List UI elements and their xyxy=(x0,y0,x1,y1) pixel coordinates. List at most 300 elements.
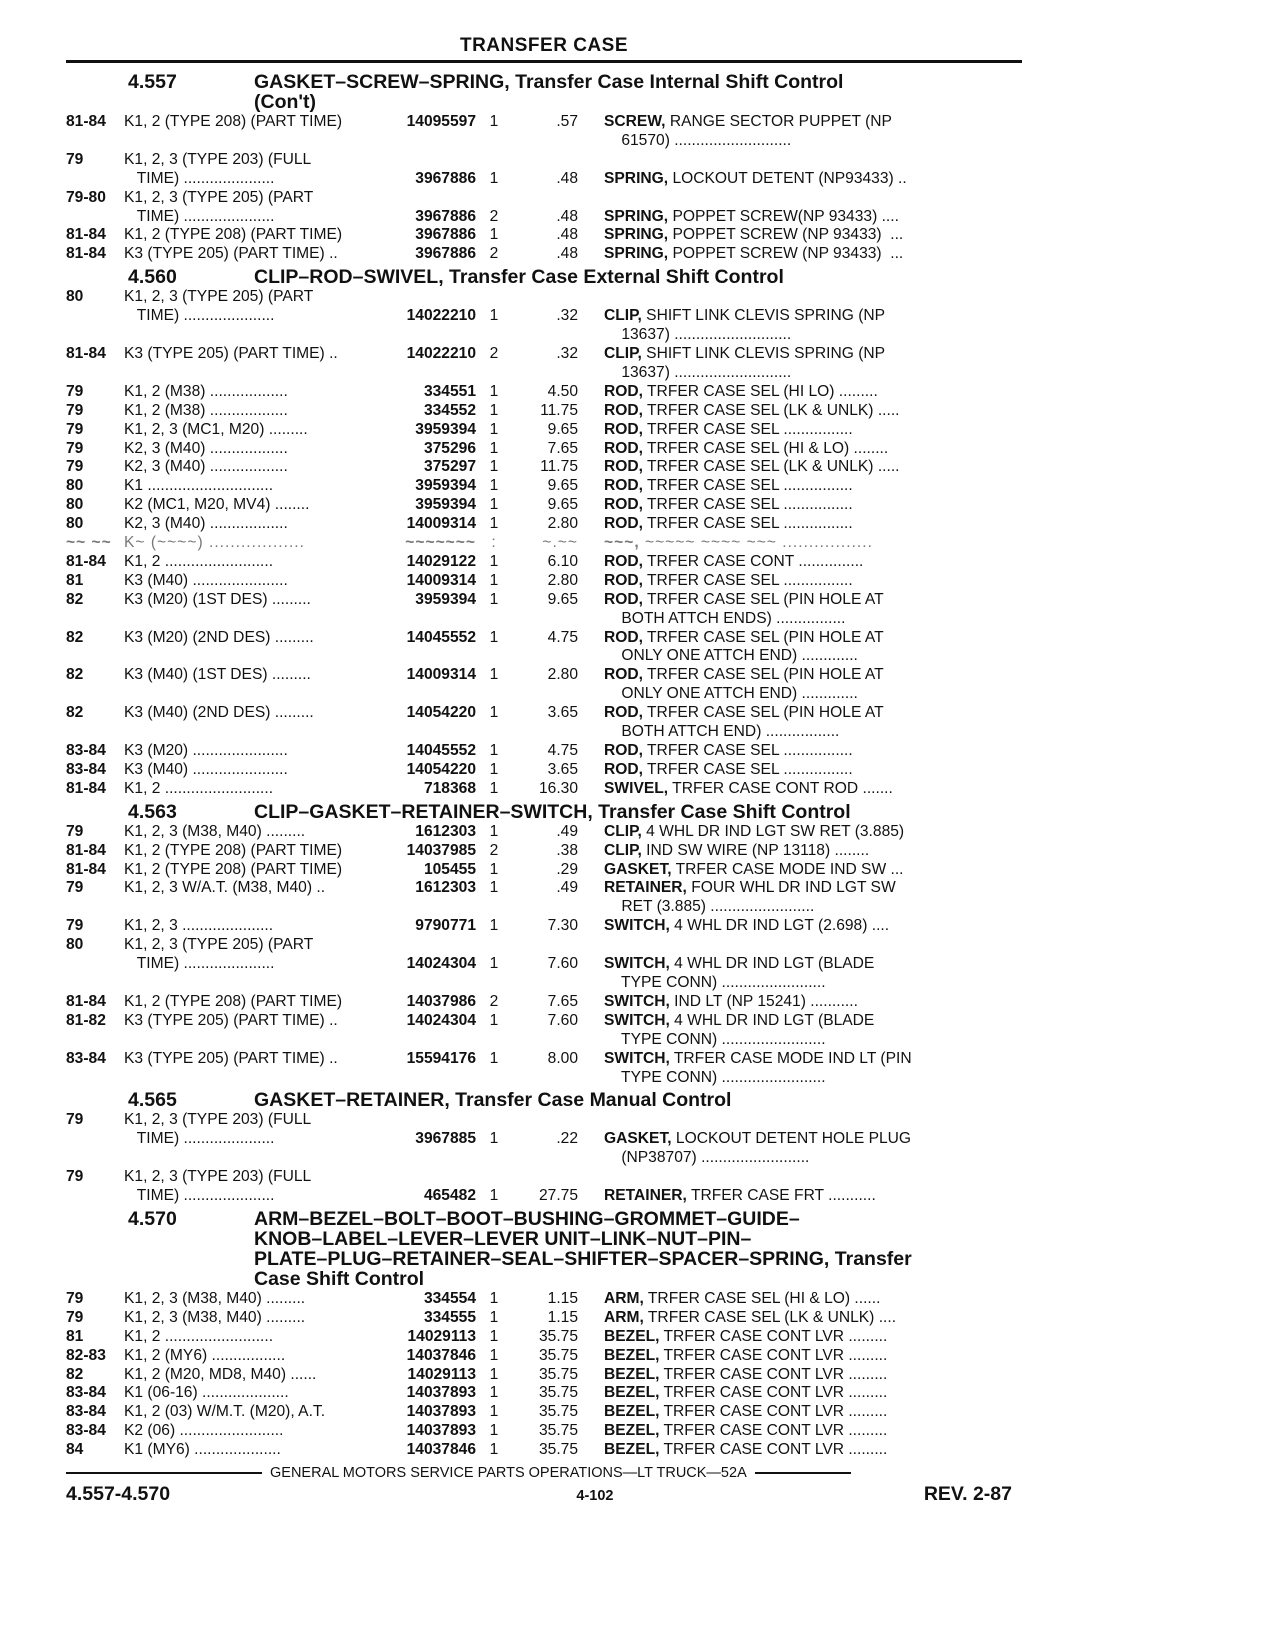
part-number: 375297 xyxy=(423,458,476,476)
part-description xyxy=(582,780,1022,799)
model-year: 80 xyxy=(66,288,84,306)
price: 35.75 xyxy=(538,1327,578,1345)
vehicle-model: K1, 2, 3 ..................... xyxy=(124,917,274,935)
vehicle-model: K2, 3 (M40) .................. xyxy=(124,439,288,457)
part-name: ROD, xyxy=(604,571,643,589)
vehicle-model: K1, 2, 3 (TYPE 205) (PART TIME) ..................... xyxy=(124,936,314,973)
part-detail: TRFER CASE SEL ................ xyxy=(642,571,853,589)
part-number: 14037846 xyxy=(406,1346,476,1364)
part-description xyxy=(582,440,1022,459)
quantity: 1 xyxy=(489,1327,499,1345)
parts-row xyxy=(66,534,1022,553)
parts-row xyxy=(66,704,1022,742)
parts-row xyxy=(66,245,1022,264)
part-description xyxy=(582,742,1022,761)
parts-row xyxy=(66,345,1022,383)
parts-row xyxy=(66,879,1022,917)
part-name: ~~~, xyxy=(604,534,640,552)
part-detail: IND LT (NP 15241) ........... xyxy=(669,992,858,1010)
part-detail: TRFER CASE SEL ................ xyxy=(642,760,853,778)
part-name: SWITCH, xyxy=(604,1049,670,1067)
part-detail: SHIFT LINK CLEVIS SPRING (NP 13637) ........................... xyxy=(621,307,886,344)
part-number: 3967886 xyxy=(415,245,476,263)
part-name: CLIP, xyxy=(604,344,642,362)
part-name: SWITCH, xyxy=(604,917,670,935)
part-name: BEZEL, xyxy=(604,1441,660,1459)
part-name: SWITCH, xyxy=(604,992,670,1010)
parts-row xyxy=(66,917,1022,936)
vehicle-model: K1, 2, 3 (M38, M40) ......... xyxy=(124,1308,306,1326)
vehicle-model: K1 ............................. xyxy=(124,477,274,495)
vehicle-model: K1, 2, 3 W/A.T. (M38, M40) .. xyxy=(124,879,326,897)
parts-row xyxy=(66,936,1022,993)
price: 35.75 xyxy=(538,1441,578,1459)
model-year: 83-84 xyxy=(66,1403,106,1421)
vehicle-model: K3 (M20) (1ST DES) ......... xyxy=(124,590,311,608)
model-year: 79 xyxy=(66,439,84,457)
part-description xyxy=(582,993,1022,1012)
model-year: 83-84 xyxy=(66,1384,106,1402)
quantity: 1 xyxy=(489,860,499,878)
quantity: 1 xyxy=(489,458,499,476)
model-year: 79 xyxy=(66,1168,84,1186)
part-name: ROD, xyxy=(604,401,643,419)
quantity: 1 xyxy=(489,226,499,244)
part-detail: TRFER CASE CONT LVR ......... xyxy=(659,1327,888,1345)
part-number: 14022210 xyxy=(406,344,476,362)
model-year: 81-84 xyxy=(66,779,106,797)
part-description xyxy=(582,704,1022,742)
part-detail: TRFER CASE SEL (PIN HOLE AT BOTH ATTCH ENDS) ................ xyxy=(621,590,884,627)
part-description xyxy=(582,1441,1022,1460)
quantity: 1 xyxy=(489,515,499,533)
part-description xyxy=(582,553,1022,572)
price: .29 xyxy=(556,860,578,878)
part-detail: 4 WHL DR IND LGT (BLADE TYPE CONN) ........................ xyxy=(621,1011,875,1048)
vehicle-model: K1, 2 (TYPE 208) (PART TIME) xyxy=(124,992,343,1010)
part-detail: 4 WHL DR IND LGT (2.698) .... xyxy=(669,917,890,935)
part-detail: TRFER CASE CONT LVR ......... xyxy=(659,1346,888,1364)
price: 2.80 xyxy=(547,515,578,533)
parts-row xyxy=(66,226,1022,245)
part-number: 14009314 xyxy=(406,515,476,533)
parts-row xyxy=(66,1328,1022,1347)
part-number: 1612303 xyxy=(415,822,476,840)
model-year: 83-84 xyxy=(66,1422,106,1440)
part-detail: TRFER CASE SEL ................ xyxy=(642,420,853,438)
part-description xyxy=(582,591,1022,629)
parts-row xyxy=(66,1168,1022,1206)
part-number: 718368 xyxy=(423,779,476,797)
part-description xyxy=(582,936,1022,993)
price: .48 xyxy=(556,226,578,244)
part-detail: 4 WHL DR IND LGT SW RET (3.885) xyxy=(641,822,905,840)
part-name: SPRING, xyxy=(604,245,669,263)
price: 16.30 xyxy=(538,779,578,797)
part-name: ROD, xyxy=(604,496,643,514)
part-description xyxy=(582,1111,1022,1168)
part-number: 14054220 xyxy=(406,704,476,722)
part-description xyxy=(582,245,1022,264)
part-description xyxy=(582,477,1022,496)
parts-row xyxy=(66,477,1022,496)
price: 7.60 xyxy=(547,1011,578,1029)
quantity: 1 xyxy=(489,666,499,684)
quantity: 1 xyxy=(489,822,499,840)
vehicle-model: K1, 2 (M20, MD8, M40) ...... xyxy=(124,1365,317,1383)
model-year: 82 xyxy=(66,666,84,684)
part-name: SPRING, xyxy=(604,169,669,187)
quantity: 1 xyxy=(489,552,499,570)
part-number: 14024304 xyxy=(406,955,476,973)
parts-row xyxy=(66,1290,1022,1309)
part-description xyxy=(582,1403,1022,1422)
vehicle-model: K1, 2 ......................... xyxy=(124,1327,274,1345)
part-name: CLIP, xyxy=(604,841,642,859)
part-name: ROD, xyxy=(604,515,643,533)
part-description xyxy=(582,402,1022,421)
part-name: ROD, xyxy=(604,439,643,457)
parts-row xyxy=(66,861,1022,880)
part-description xyxy=(582,458,1022,477)
section-number: 4.557 xyxy=(128,71,177,93)
part-number: 14029113 xyxy=(407,1327,476,1345)
part-name: GASKET, xyxy=(604,1130,672,1148)
footer-revision: REV. 2-87 xyxy=(923,1483,1012,1505)
quantity: 1 xyxy=(489,477,499,495)
vehicle-model: K1, 2, 3 (MC1, M20) ......... xyxy=(124,420,308,438)
model-year: 81-84 xyxy=(66,344,106,362)
quantity: 1 xyxy=(489,590,499,608)
model-year: ~~ ~~ xyxy=(66,534,112,552)
quantity: 1 xyxy=(489,307,499,325)
price: .57 xyxy=(556,113,578,130)
quantity: 1 xyxy=(489,439,499,457)
model-year: 82 xyxy=(66,590,84,608)
model-year: 79 xyxy=(66,382,84,400)
parts-row xyxy=(66,515,1022,534)
part-detail: TRFER CASE MODE IND SW ... xyxy=(671,860,904,878)
parts-row xyxy=(66,1347,1022,1366)
vehicle-model: K3 (TYPE 205) (PART TIME) .. xyxy=(124,1011,338,1029)
part-description xyxy=(582,1347,1022,1366)
part-number: ~~~~~~~ xyxy=(405,534,476,552)
part-name: ROD, xyxy=(604,628,643,646)
part-number: 14009314 xyxy=(406,571,476,589)
price: 4.50 xyxy=(547,382,578,400)
part-number: 14029113 xyxy=(407,1365,476,1383)
part-number: 3959394 xyxy=(415,590,476,608)
price: 4.75 xyxy=(547,742,578,759)
part-description xyxy=(582,879,1022,917)
model-year: 79 xyxy=(66,420,84,438)
part-number: 105455 xyxy=(423,860,476,878)
vehicle-model: K2 (06) ........................ xyxy=(124,1422,284,1440)
part-detail: TRFER CASE CONT LVR ......... xyxy=(659,1441,888,1459)
model-year: 79 xyxy=(66,822,84,840)
vehicle-model: K1, 2 (M38) .................. xyxy=(124,382,288,400)
part-number: 15594176 xyxy=(406,1049,476,1067)
section-heading xyxy=(66,1209,1022,1289)
price: 8.00 xyxy=(547,1049,578,1067)
part-number: 3959394 xyxy=(415,420,476,438)
part-detail: TRFER CASE MODE IND LT (PIN TYPE CONN) ........................ xyxy=(621,1049,912,1086)
part-number: 1612303 xyxy=(415,879,476,897)
part-detail: TRFER CASE SEL ................ xyxy=(642,742,853,759)
quantity: 2 xyxy=(489,207,499,225)
part-description xyxy=(582,666,1022,704)
price: 4.75 xyxy=(547,628,578,646)
part-name: ARM, xyxy=(604,1289,644,1307)
page-title: TRANSFER CASE xyxy=(459,35,628,56)
model-year: 83-84 xyxy=(66,1049,106,1067)
vehicle-model: K2, 3 (M40) .................. xyxy=(124,458,288,476)
part-description xyxy=(582,534,1022,553)
parts-row xyxy=(66,288,1022,345)
model-year: 79-80 xyxy=(66,188,106,206)
model-year: 81-84 xyxy=(66,552,106,570)
price: 35.75 xyxy=(538,1365,578,1383)
price: 6.10 xyxy=(547,552,578,570)
part-name: SWITCH, xyxy=(604,955,670,973)
parts-row xyxy=(66,742,1022,761)
part-name: ROD, xyxy=(604,382,643,400)
section-heading xyxy=(66,1090,1022,1110)
parts-row xyxy=(66,1403,1022,1422)
model-year: 82 xyxy=(66,1365,84,1383)
part-description xyxy=(582,288,1022,345)
quantity: 1 xyxy=(489,879,499,897)
vehicle-model: K1, 2 ......................... xyxy=(124,779,274,797)
part-description xyxy=(582,1012,1022,1050)
part-name: BEZEL, xyxy=(604,1403,660,1421)
part-description xyxy=(582,151,1022,189)
parts-row xyxy=(66,421,1022,440)
part-detail: 4 WHL DR IND LGT (BLADE TYPE CONN) ........................ xyxy=(621,955,875,991)
part-number: 14037893 xyxy=(406,1403,476,1421)
vehicle-model: K1, 2 (TYPE 208) (PART TIME) xyxy=(124,841,343,859)
model-year: 81-84 xyxy=(66,841,106,859)
price: 7.65 xyxy=(547,992,578,1010)
part-name: ROD, xyxy=(604,666,643,684)
part-name: ROD, xyxy=(604,458,643,476)
model-year: 79 xyxy=(66,1289,84,1307)
section-heading xyxy=(66,72,1022,112)
price: 1.15 xyxy=(547,1289,578,1307)
part-detail: RANGE SECTOR PUPPET (NP 61570) ........................... xyxy=(621,113,892,149)
parts-row xyxy=(66,761,1022,780)
model-year: 79 xyxy=(66,1111,84,1129)
section-title: CLIP–ROD–SWIVEL, Transfer Case External Shift Control xyxy=(254,266,784,289)
part-name: ROD, xyxy=(604,420,643,438)
quantity: 1 xyxy=(489,420,499,438)
part-number: 3967886 xyxy=(415,226,476,244)
vehicle-model: K3 (TYPE 205) (PART TIME) .. xyxy=(124,344,338,362)
parts-row xyxy=(66,189,1022,227)
parts-row xyxy=(66,1012,1022,1050)
parts-row xyxy=(66,842,1022,861)
model-year: 83-84 xyxy=(66,742,106,759)
model-year: 79 xyxy=(66,917,84,935)
quantity: 1 xyxy=(489,1346,499,1364)
price: .38 xyxy=(556,841,578,859)
part-name: CLIP, xyxy=(604,307,642,325)
price: .32 xyxy=(556,344,578,362)
vehicle-model: K3 (M40) (2ND DES) ......... xyxy=(124,704,314,722)
vehicle-model: K3 (TYPE 205) (PART TIME) .. xyxy=(124,245,338,263)
parts-row xyxy=(66,1309,1022,1328)
model-year: 79 xyxy=(66,150,84,168)
part-number: 14029122 xyxy=(406,552,476,570)
part-detail: TRFER CASE SEL (PIN HOLE AT ONLY ONE ATTCH END) ............. xyxy=(621,666,884,703)
part-description xyxy=(582,515,1022,534)
part-detail: TRFER CASE CONT LVR ......... xyxy=(659,1365,888,1383)
price: .48 xyxy=(556,245,578,263)
price: 11.75 xyxy=(540,401,578,419)
quantity: 1 xyxy=(489,1187,499,1205)
model-year: 82 xyxy=(66,628,84,646)
part-description xyxy=(582,1309,1022,1328)
part-detail: TRFER CASE CONT LVR ......... xyxy=(659,1384,888,1402)
parts-row xyxy=(66,151,1022,189)
part-detail: TRFER CASE CONT LVR ......... xyxy=(659,1422,888,1440)
part-description xyxy=(582,861,1022,880)
price: 1.15 xyxy=(547,1308,578,1326)
part-detail: FOUR WHL DR IND LGT SW RET (3.885) ........................ xyxy=(621,879,896,916)
price: 7.60 xyxy=(547,955,578,973)
part-name: BEZEL, xyxy=(604,1422,660,1440)
page-footer xyxy=(66,1465,1022,1506)
price: 35.75 xyxy=(538,1403,578,1421)
parts-row xyxy=(66,1050,1022,1088)
vehicle-model: K1 (06-16) .................... xyxy=(124,1384,289,1402)
part-name: SWITCH, xyxy=(604,1011,670,1029)
parts-row xyxy=(66,383,1022,402)
section-number: 4.570 xyxy=(128,1207,177,1230)
part-description xyxy=(582,1422,1022,1441)
price: .48 xyxy=(556,207,578,225)
section-number: 4.565 xyxy=(128,1089,177,1112)
part-detail: TRFER CASE SEL (LK & UNLK) ..... xyxy=(642,458,900,476)
part-detail: TRFER CASE FRT ........... xyxy=(686,1187,876,1205)
quantity: 1 xyxy=(489,496,499,514)
footer-source: GENERAL MOTORS SERVICE PARTS OPERATIONS—LT TRUCK—52A xyxy=(270,1465,747,1481)
section-heading xyxy=(66,267,1022,287)
vehicle-model: K1, 2, 3 (TYPE 205) (PART TIME) ..................... xyxy=(124,188,314,225)
part-description xyxy=(582,1050,1022,1088)
part-number: 14045552 xyxy=(406,742,476,759)
part-detail: LOCKOUT DETENT (NP93433) .. xyxy=(668,169,907,187)
model-year: 80 xyxy=(66,477,84,495)
model-year: 80 xyxy=(66,936,84,954)
price: 7.30 xyxy=(547,917,578,935)
title-rule xyxy=(66,60,1022,63)
model-year: 81-82 xyxy=(66,1011,106,1029)
model-year: 83-84 xyxy=(66,760,106,778)
quantity: 1 xyxy=(489,742,499,759)
footer-rule-left xyxy=(66,1472,262,1474)
part-description xyxy=(582,823,1022,842)
section-heading xyxy=(66,802,1022,822)
part-name: ROD, xyxy=(604,552,643,570)
price: 3.65 xyxy=(547,760,578,778)
part-detail: POPPET SCREW(NP 93433) .... xyxy=(668,207,899,225)
vehicle-model: K1, 2 (TYPE 208) (PART TIME) xyxy=(124,113,343,130)
part-name: BEZEL, xyxy=(604,1384,660,1402)
part-detail: TRFER CASE CONT ............... xyxy=(642,552,864,570)
model-year: 81-84 xyxy=(66,226,106,244)
vehicle-model: K1, 2, 3 (TYPE 203) (FULL TIME) ..................... xyxy=(124,1168,312,1205)
part-name: BEZEL, xyxy=(604,1346,660,1364)
model-year: 81-84 xyxy=(66,245,106,263)
part-detail: TRFER CASE SEL (LK & UNLK) .... xyxy=(643,1308,897,1326)
quantity: 1 xyxy=(489,1130,499,1148)
part-number: 14037985 xyxy=(406,841,476,859)
price: 9.65 xyxy=(547,496,578,514)
quantity: 1 xyxy=(489,1289,499,1307)
quantity: 1 xyxy=(489,1049,499,1067)
part-description xyxy=(582,1168,1022,1206)
part-name: CLIP, xyxy=(604,822,642,840)
part-detail: ~~~~~ ~~~~ ~~~ ................. xyxy=(639,534,873,552)
quantity: 1 xyxy=(489,382,499,400)
parts-row xyxy=(66,993,1022,1012)
part-detail: TRFER CASE SEL (LK & UNLK) ..... xyxy=(642,401,900,419)
parts-row xyxy=(66,823,1022,842)
vehicle-model: K1, 2 (TYPE 208) (PART TIME) xyxy=(124,226,343,244)
price: 35.75 xyxy=(538,1422,578,1440)
price: .22 xyxy=(556,1130,578,1148)
footer-section-range: 4.557-4.570 xyxy=(66,1483,171,1505)
quantity: 1 xyxy=(489,401,499,419)
parts-row xyxy=(66,1366,1022,1385)
model-year: 81-84 xyxy=(66,992,106,1010)
vehicle-model: K3 (TYPE 205) (PART TIME) .. xyxy=(124,1049,338,1067)
model-year: 81-84 xyxy=(66,860,106,878)
part-name: SWIVEL, xyxy=(604,779,669,797)
quantity: : xyxy=(491,534,497,552)
part-description xyxy=(582,761,1022,780)
section-title: GASKET–SCREW–SPRING, Transfer Case Internal Shift Control (Con't) xyxy=(254,71,844,113)
parts-row xyxy=(66,402,1022,421)
part-detail: TRFER CASE SEL (PIN HOLE AT BOTH ATTCH END) ................. xyxy=(621,704,884,741)
part-detail: TRFER CASE SEL (HI LO) ......... xyxy=(642,382,878,400)
price: 35.75 xyxy=(538,1384,578,1402)
vehicle-model: K1, 2, 3 (M38, M40) ......... xyxy=(124,822,306,840)
part-number: 14024304 xyxy=(406,1011,476,1029)
part-detail: LOCKOUT DETENT HOLE PLUG (NP38707) ......................... xyxy=(621,1130,912,1167)
parts-row xyxy=(66,1384,1022,1403)
part-number: 14009314 xyxy=(406,666,476,684)
part-name: ROD, xyxy=(604,742,643,759)
part-name: GASKET, xyxy=(604,860,672,878)
part-name: ROD, xyxy=(604,704,643,722)
section-title: CLIP–GASKET–RETAINER–SWITCH, Transfer Case Shift Control xyxy=(254,800,851,823)
part-number: 14037986 xyxy=(406,992,476,1010)
part-number: 334555 xyxy=(423,1308,476,1326)
part-name: BEZEL, xyxy=(604,1365,660,1383)
quantity: 1 xyxy=(489,955,499,973)
parts-row xyxy=(66,113,1022,151)
model-year: 79 xyxy=(66,401,84,419)
price: 35.75 xyxy=(538,1346,578,1364)
part-description xyxy=(582,1328,1022,1347)
price: 9.65 xyxy=(547,420,578,438)
quantity: 1 xyxy=(489,779,499,797)
part-name: RETAINER, xyxy=(604,1187,687,1205)
quantity: 1 xyxy=(489,1384,499,1402)
quantity: 2 xyxy=(489,245,499,263)
